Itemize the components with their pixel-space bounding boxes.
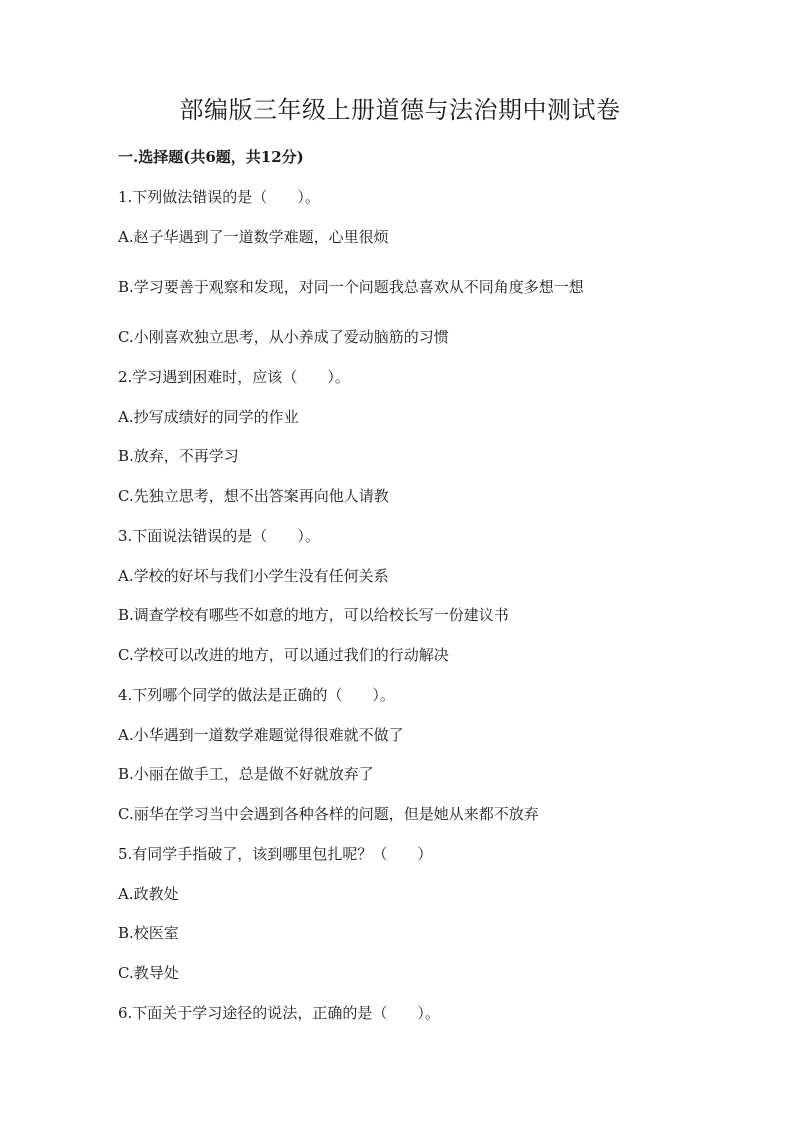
question-stem: 3.下面说法错误的是（ ）。 [118,527,320,545]
answer-option: B.学习要善于观察和发现，对同一个问题我总喜欢从不同角度多想一想 [118,278,584,296]
question-stem: 1.下列做法错误的是（ ）。 [118,188,320,206]
answer-option: C.学校可以改进的地方，可以通过我们的行动解决 [118,646,449,664]
answer-option: C.小刚喜欢独立思考，从小养成了爱动脑筋的习惯 [118,328,449,346]
section-heading: 一.选择题(共6题，共12分) [118,148,304,166]
question-stem: 5.有同学手指破了，该到哪里包扎呢？（ ） [118,845,433,863]
answer-option: A.政教处 [118,885,179,903]
answer-option: B.小丽在做手工，总是做不好就放弃了 [118,765,374,783]
question-stem: 6.下面关于学习途径的说法，正确的是（ ）。 [118,1004,440,1022]
answer-option: C.丽华在学习当中会遇到各种各样的问题，但是她从来都不放弃 [118,805,539,823]
answer-option: B.校医室 [118,924,179,942]
answer-option: C.先独立思考，想不出答案再向他人请教 [118,487,389,505]
answer-option: A.小华遇到一道数学难题觉得很难就不做了 [118,726,404,744]
page-title: 部编版三年级上册道德与法治期中测试卷 [179,96,621,124]
question-stem: 2.学习遇到困难时，应该（ ）。 [118,368,350,386]
answer-option: C.教导处 [118,964,179,982]
answer-option: B.放弃，不再学习 [118,447,239,465]
answer-option: A.赵子华遇到了一道数学难题，心里很烦 [118,228,389,246]
answer-option: A.抄写成绩好的同学的作业 [118,408,299,426]
answer-option: A.学校的好坏与我们小学生没有任何关系 [118,567,389,585]
answer-option: B.调查学校有哪些不如意的地方，可以给校长写一份建议书 [118,606,509,624]
question-stem: 4.下列哪个同学的做法是正确的（ ）。 [118,686,395,704]
